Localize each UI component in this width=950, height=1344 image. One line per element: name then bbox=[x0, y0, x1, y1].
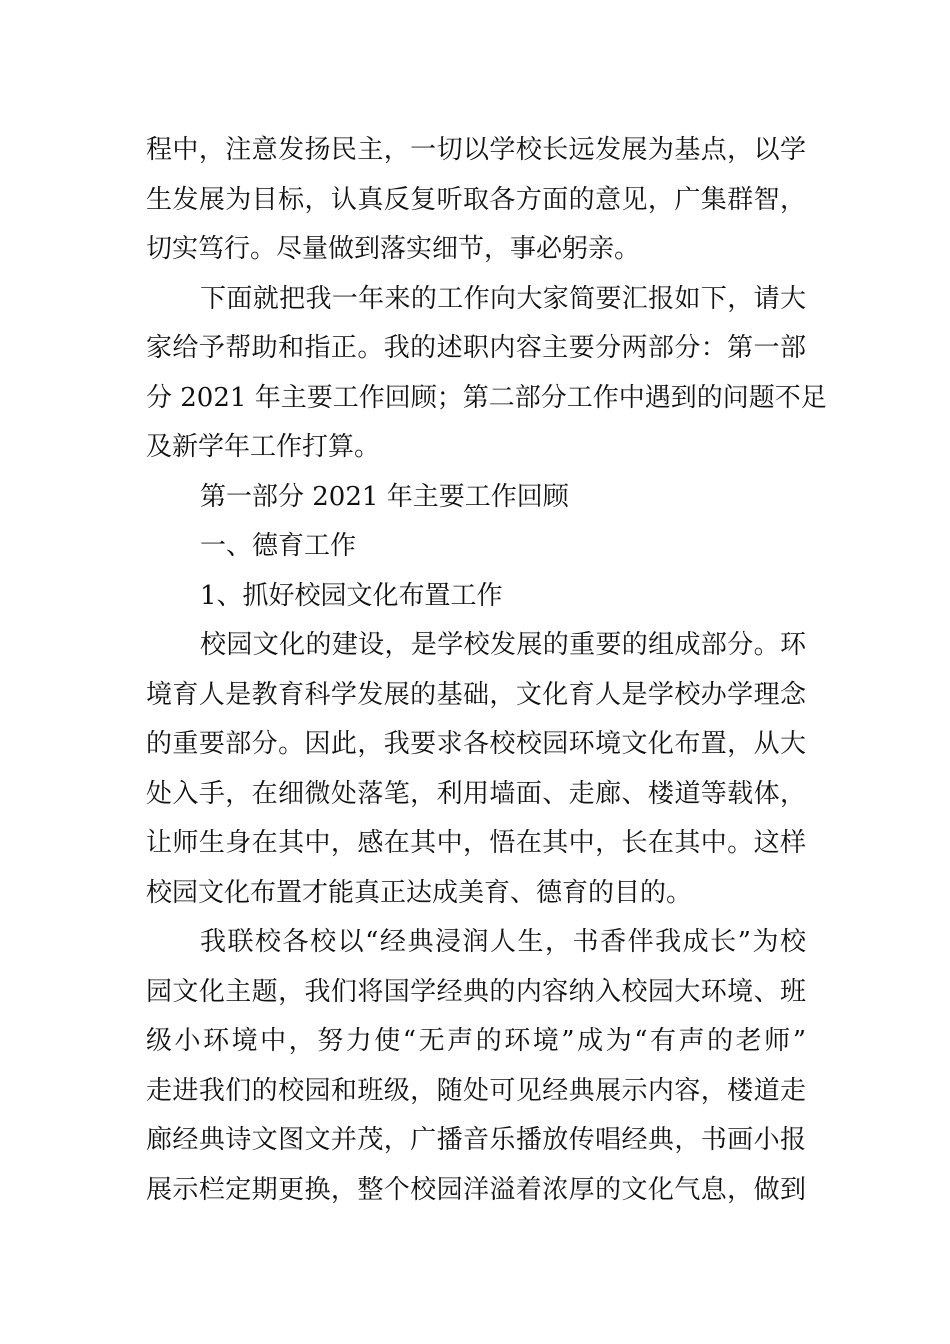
text-line: 生发展为目标，认真反复听取各方面的意见，广集群智， bbox=[146, 184, 806, 215]
text-line: 校园文化布置才能真正达成美育、德育的目的。 bbox=[146, 877, 693, 908]
text-line: 处入手，在细微处落笔，利用墙面、走廊、楼道等载体， bbox=[146, 778, 806, 809]
text-line: 让师生身在其中，感在其中，悟在其中，长在其中。这样 bbox=[146, 828, 806, 858]
text-line: 境育人是教育科学发展的基础，文化育人是学校办学理念 bbox=[146, 679, 806, 710]
text-line: 家给予帮助和指正。我的述职内容主要分两部分：第一部 bbox=[146, 333, 806, 363]
section-heading: 1、抓好校园文化布置工作 bbox=[200, 580, 503, 611]
text-line: 展示栏定期更换，整个校园洋溢着浓厚的文化气息，做到 bbox=[146, 1174, 806, 1205]
text-line: 下面就把我一年来的工作向大家简要汇报如下，请大 bbox=[200, 283, 806, 314]
text-line: 走进我们的校园和班级，随处可见经典展示内容，楼道走 bbox=[146, 1075, 806, 1106]
section-heading: 第一部分 2021 年主要工作回顾 bbox=[200, 481, 569, 512]
text-line: 级小环境中，努力使“无声的环境”成为“有声的老师” bbox=[146, 1026, 806, 1056]
text-line: 我联校各校以“经典浸润人生，书香伴我成长”为校 bbox=[200, 927, 806, 957]
text-line: 廊经典诗文图文并茂，广播音乐播放传唱经典，书画小报 bbox=[146, 1125, 806, 1155]
text-line: 及新学年工作打算。 bbox=[146, 432, 381, 462]
section-heading: 一、德育工作 bbox=[200, 531, 357, 561]
document-body bbox=[146, 126, 827, 1215]
text-line: 程中，注意发扬民主，一切以学校长远发展为基点，以学 bbox=[146, 135, 806, 165]
text-line: 的重要部分。因此，我要求各校校园环境文化布置，从大 bbox=[146, 729, 806, 759]
text-line: 园文化主题，我们将国学经典的内容纳入校园大环境、班 bbox=[146, 976, 806, 1007]
text-line: 分 2021 年主要工作回顾；第二部分工作中遇到的问题不足 bbox=[146, 382, 827, 413]
text-line: 校园文化的建设，是学校发展的重要的组成部分。环 bbox=[200, 630, 806, 660]
text-line: 切实笃行。尽量做到落实细节，事必躬亲。 bbox=[146, 234, 641, 264]
